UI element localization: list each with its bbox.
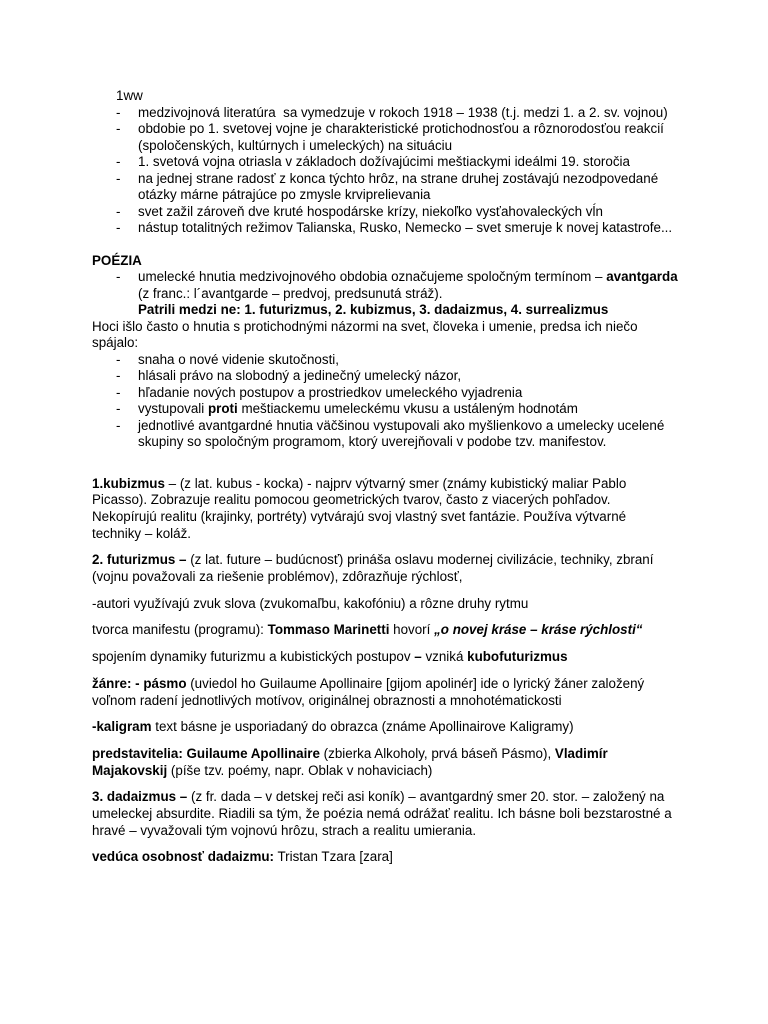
bold-text-run: avantgarda bbox=[606, 269, 678, 284]
text-run: (z franc.: l´avantgarde – predvoj, predsunutá stráž). bbox=[138, 269, 682, 301]
text-run: svet zažil zároveň dve kruté hospodárske krízy, niekoľko vysťahovaleckých vĺn bbox=[138, 203, 603, 219]
dash-bullet: - bbox=[116, 121, 121, 136]
lead-paragraph: Hoci išlo často o hnutia s protichodnými názormi na svet, človeka i umenie, predsa ich niečo spájalo: bbox=[92, 318, 642, 350]
text-run: hľadanie nových postupov a prostriedkov umeleckého vyjadrenia bbox=[138, 384, 523, 400]
list-item bbox=[92, 121, 678, 154]
bold-text-run: Vladimír Majakovskij bbox=[92, 745, 612, 778]
section-paragraph bbox=[92, 476, 678, 543]
traits-bullet-list bbox=[92, 352, 678, 451]
bold-text-run: vedúca osobnosť dadaizmu: bbox=[92, 849, 275, 865]
list-item-text bbox=[138, 385, 678, 402]
list-item bbox=[92, 418, 678, 451]
section-paragraph bbox=[92, 676, 678, 709]
bold-text-run: 1.kubizmus bbox=[92, 475, 165, 491]
movement-sections bbox=[92, 476, 678, 867]
list-item bbox=[92, 401, 678, 418]
text-run: medzivojnová literatúra sa vymedzuje v rokoch 1918 – 1938 (t.j. medzi 1. a 2. sv. vojnou) bbox=[138, 104, 668, 120]
list-item bbox=[92, 368, 678, 385]
bold-text-run: 3. dadaizmus – bbox=[92, 789, 188, 805]
text-run: – (z lat. kubus - kocka) - najprv výtvarný smer (známy kubistický maliar Pablo Picasso). Zobrazuje realitu pomocou geometrických tvarov, často z viacerých pohľadov. Nekopírujú realitu (krajinky, portréty) vytvárajú svoj vlastný svet fantázie. Používa výtvarné techniky – koláž. bbox=[92, 475, 631, 541]
dash-bullet: - bbox=[116, 384, 121, 400]
text-run: jednotlivé avantgardné hnutia väčšinou vystupovali ako myšlienkovo a umelecky ucelené skupiny so spoločným programom, ktorý uverejňovali v podobe tzv. manifestov. bbox=[138, 417, 668, 449]
list-item-text bbox=[138, 401, 678, 418]
list-item bbox=[92, 269, 682, 319]
list-item-text bbox=[138, 171, 678, 204]
list-item bbox=[92, 105, 678, 122]
section-paragraph bbox=[92, 719, 678, 736]
dash-bullet: - bbox=[116, 368, 121, 383]
bold-text-run: proti bbox=[207, 401, 238, 416]
list-item-text bbox=[138, 269, 682, 319]
text-run: (uviedol ho Guilaume Apollinaire [gijom apolinér] ide o lyrický žáner založený voľnom radení jednotlivých motívov, originálnej obraznosti a mnohotématickosti bbox=[92, 675, 648, 708]
list-item-text bbox=[138, 220, 678, 237]
section-paragraph bbox=[92, 849, 678, 866]
text-run: -autori využívajú zvuk slova (zvukomaľbu, kakofóniu) a rôzne druhy rytmu bbox=[92, 595, 529, 611]
dash-bullet: - bbox=[116, 170, 121, 186]
text-run: umelecké hnutia medzivojnového obdobia označujeme spoločným termínom – bbox=[138, 269, 607, 284]
text-run: tvorca manifestu (programu): bbox=[92, 622, 268, 638]
text-run: hovorí bbox=[389, 622, 435, 638]
bold-text-run: 2. futurizmus – bbox=[92, 552, 187, 568]
text-run: spojením dynamiky futurizmu a kubistických postupov bbox=[92, 649, 415, 665]
section-paragraph bbox=[92, 596, 678, 613]
text-run: vystupovali bbox=[138, 401, 208, 416]
document-page bbox=[92, 88, 682, 876]
text-run: 1. svetová vojna otriasla v základoch dožívajúcimi meštiackymi ideálmi 19. storočia bbox=[138, 154, 630, 169]
text-run: hlásali právo na slobodný a jedinečný umelecký názor, bbox=[138, 368, 462, 383]
text-run: meštiackemu umeleckému vkusu a ustáleným hodnotám bbox=[237, 401, 578, 416]
dash-bullet: - bbox=[116, 401, 121, 416]
list-item-text bbox=[138, 368, 678, 385]
bold-text-run: žánre: - pásmo bbox=[92, 675, 187, 691]
section-paragraph bbox=[92, 746, 678, 779]
list-item-continuation bbox=[138, 302, 678, 319]
bold-text-run: -kaligram bbox=[92, 719, 152, 735]
list-item bbox=[92, 154, 678, 171]
list-item bbox=[92, 385, 678, 402]
section-paragraph bbox=[92, 622, 678, 639]
text-run: text básne je usporiadaný do obrazca (známe Apollinairove Kaligramy) bbox=[151, 719, 574, 735]
list-item bbox=[92, 220, 678, 237]
dash-bullet: - bbox=[116, 104, 121, 120]
text-run: nástup totalitných režimov Talianska, Rusko, Nemecko – svet smeruje k novej katastrofe... bbox=[138, 220, 673, 235]
poezia-bullet-list bbox=[92, 269, 682, 319]
bold-text-run: Tommaso Marinetti bbox=[267, 622, 390, 638]
list-item-text bbox=[138, 418, 678, 451]
dash-bullet: - bbox=[116, 203, 121, 219]
list-item bbox=[92, 171, 678, 204]
section-paragraph bbox=[92, 552, 678, 585]
dash-bullet: - bbox=[116, 220, 121, 235]
list-item bbox=[92, 204, 678, 221]
text-run: (z lat. future – budúcnosť) prináša oslavu modernej civilizácie, techniky, zbraní (vojnu považovali za riešenie problémov), zdôrazňuje rýchlosť, bbox=[92, 552, 658, 585]
dash-bullet: - bbox=[116, 417, 121, 433]
text-run: (píše tzv. poémy, napr. Oblak v nohaviciach) bbox=[167, 762, 433, 778]
bold-text-run: kubofuturizmus bbox=[467, 649, 568, 665]
text-run: snaha o nové videnie skutočnosti, bbox=[138, 351, 339, 367]
bold-text-run: „o novej kráse – kráse rýchlosti“ bbox=[434, 622, 643, 638]
bold-text-run: Patrili medzi ne: 1. futurizmus, 2. kubizmus, 3. dadaizmus, 4. surrealizmus bbox=[138, 302, 609, 317]
section-paragraph bbox=[92, 649, 678, 666]
bold-text-run: predstavitelia: Guilaume Apollinaire bbox=[92, 745, 320, 761]
intro-bullet-list bbox=[92, 105, 678, 237]
list-item-text bbox=[138, 154, 678, 171]
text-run: obdobie po 1. svetovej vojne je charakteristické protichodnosťou a rôznorodosťou reakcií (spoločenských, kultúrnych i umeleckých) na situáciu bbox=[138, 121, 668, 153]
list-item bbox=[92, 352, 678, 369]
dash-bullet: - bbox=[116, 154, 121, 169]
text-run: (zbierka Alkoholy, prvá báseň Pásmo), bbox=[319, 745, 555, 761]
text-run: Tristan Tzara [zara] bbox=[274, 849, 393, 865]
list-item-text bbox=[138, 105, 678, 122]
section-paragraph bbox=[92, 789, 678, 839]
header-note: 1ww bbox=[116, 88, 143, 103]
list-item-text bbox=[138, 204, 678, 221]
dash-bullet: - bbox=[116, 351, 121, 367]
section-heading-poezia: POÉZIA bbox=[92, 252, 142, 268]
dash-bullet: - bbox=[116, 269, 121, 284]
text-run: (z fr. dada – v detskej reči asi koník) – avantgardný smer 20. stor. – založený na umeleckej absurdite. Riadili sa tým, že poézia nemá odrážať realitu. Ich básne boli bezstarostné a hravé – vyvažovali tým vojnovú hrôzu, strach a realitu umierania. bbox=[92, 789, 676, 838]
bold-text-run: – bbox=[414, 649, 422, 665]
list-item-text bbox=[138, 352, 678, 369]
text-run: na jednej strane radosť z konca týchto hrôz, na strane druhej zostávajú nezodpovedané otázky márne pátrajúce po zmysle krviprelievania bbox=[138, 170, 662, 202]
text-run: vzniká bbox=[421, 649, 468, 665]
list-item-text bbox=[138, 121, 678, 154]
